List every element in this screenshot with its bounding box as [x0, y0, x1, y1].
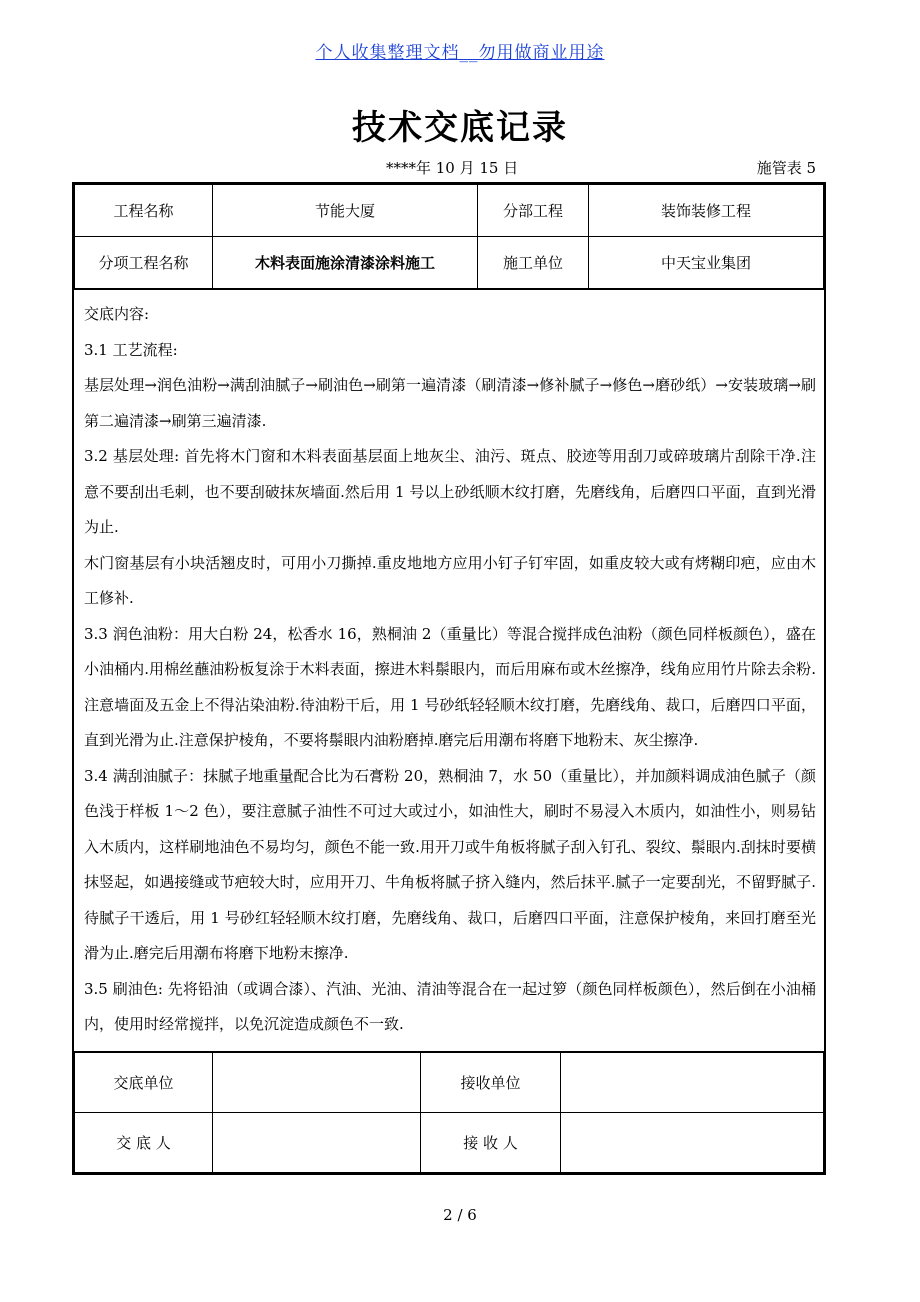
subitem-label: 分项工程名称: [75, 237, 213, 289]
signature-row-person: [75, 1112, 824, 1172]
contractor-value: 中天宝业集团: [589, 237, 824, 289]
project-name-value: 节能大厦: [213, 185, 478, 237]
header-link[interactable]: 个人收集整理文档__勿用做商业用途: [315, 43, 605, 63]
division-label: 分部工程: [478, 185, 589, 237]
info-row-subitem: [75, 237, 824, 289]
handover-person-field[interactable]: [213, 1112, 421, 1172]
contractor-label: 施工单位: [478, 237, 589, 289]
content-heading: 交底内容:: [84, 305, 150, 323]
signature-table: [74, 1052, 824, 1173]
content-paragraph: 3.3 润色油粉：用大白粉 24，松香水 16，熟桐油 2（重量比）等混合搅拌成色油粉（颜色同样板颜色），盛在小油桶内.用棉丝蘸油粉板复涂于木料表面，擦进木料鬃眼内，而后用麻布或木丝擦净，线角应用竹片除去余粉.注意墙面及五金上不得沾染油粉.待油粉干后，用 1 号砂纸轻轻顺木纹打磨，先磨线角、裁口，后磨四口平面，直到光滑为止.注意保护棱角，不要将鬃眼内油粉磨掉.磨完后用潮布将磨下地粉末、灰尘擦净.: [84, 624, 816, 749]
date-text: ****年 10 月 15 日: [386, 159, 519, 177]
content-section: [74, 289, 824, 1052]
handover-person-label: 交 底 人: [75, 1112, 213, 1172]
receiving-unit-field[interactable]: [561, 1052, 824, 1112]
receiving-unit-label: 接收单位: [421, 1052, 561, 1112]
subitem-value: 木料表面施涂清漆涂料施工: [213, 237, 478, 289]
receiver-label: 接 收 人: [421, 1112, 561, 1172]
handover-unit-field[interactable]: [213, 1052, 421, 1112]
content-paragraph: 3.4 满刮油腻子：抹腻子地重量配合比为石膏粉 20，熟桐油 7，水 50（重量比），并加颜料调成油色腻子（颜色浅于样板 1～2 色），要注意腻子油性不可过大或过小，如油性大，刷时不易浸入木质内，如油性小，则易钻入木质内，这样刷地油色不易均匀，颜色不能一致.用开刀或牛角板将腻子刮入钉孔、裂纹、鬃眼内.刮抹时要横抹竖起，如遇接缝或节疤较大时，应用开刀、牛角板将腻子挤入缝内，然后抹平.腻子一定要刮光，不留野腻子.待腻子干透后，用 1 号砂红轻轻顺木纹打磨，先磨线角、裁口，后磨四口平面，注意保护棱角，来回打磨至光滑为止.磨完后用潮布将磨下地粉末擦净.: [84, 766, 816, 962]
info-table: [74, 184, 824, 289]
content-paragraph: 3.2 基层处理: 首先将木门窗和木料表面基层面上地灰尘、油污、斑点、胶迹等用刮刀或碎玻璃片刮除干净.注意不要刮出毛刺，也不要刮破抹灰墙面.然后用 1 号以上砂纸顺木纹打磨，先磨线角，后磨四口平面，直到光滑为止.: [84, 447, 816, 536]
division-value: 装饰装修工程: [589, 185, 824, 237]
content-paragraph: 3.1 工艺流程:: [84, 340, 178, 359]
receiver-field[interactable]: [561, 1112, 824, 1172]
page-number: 2 / 6: [443, 1206, 477, 1224]
project-name-label: 工程名称: [75, 185, 213, 237]
page-title: 技术交底记录: [352, 108, 568, 148]
content-paragraph: 3.5 刷油色: 先将铅油（或调合漆）、汽油、光油、清油等混合在一起过箩（颜色同样板颜色），然后倒在小油桶内，使用时经常搅拌，以免沉淀造成颜色不一致.: [84, 979, 816, 1033]
signature-row-unit: [75, 1052, 824, 1112]
info-row-project: [75, 185, 824, 237]
content-paragraph: 基层处理→润色油粉→满刮油腻子→刷油色→刷第一遍清漆（刷清漆→修补腻子→修色→磨砂纸）→安装玻璃→刷第二遍清漆→刷第三遍清漆.: [84, 376, 816, 430]
form-number: 施管表 5: [756, 159, 816, 177]
content-paragraph: 木门窗基层有小块活翘皮时，可用小刀撕掉.重皮地地方应用小钉子钉牢固，如重皮较大或有烤糊印疤，应由木工修补.: [84, 553, 816, 607]
record-form: [72, 182, 826, 1175]
handover-unit-label: 交底单位: [75, 1052, 213, 1112]
